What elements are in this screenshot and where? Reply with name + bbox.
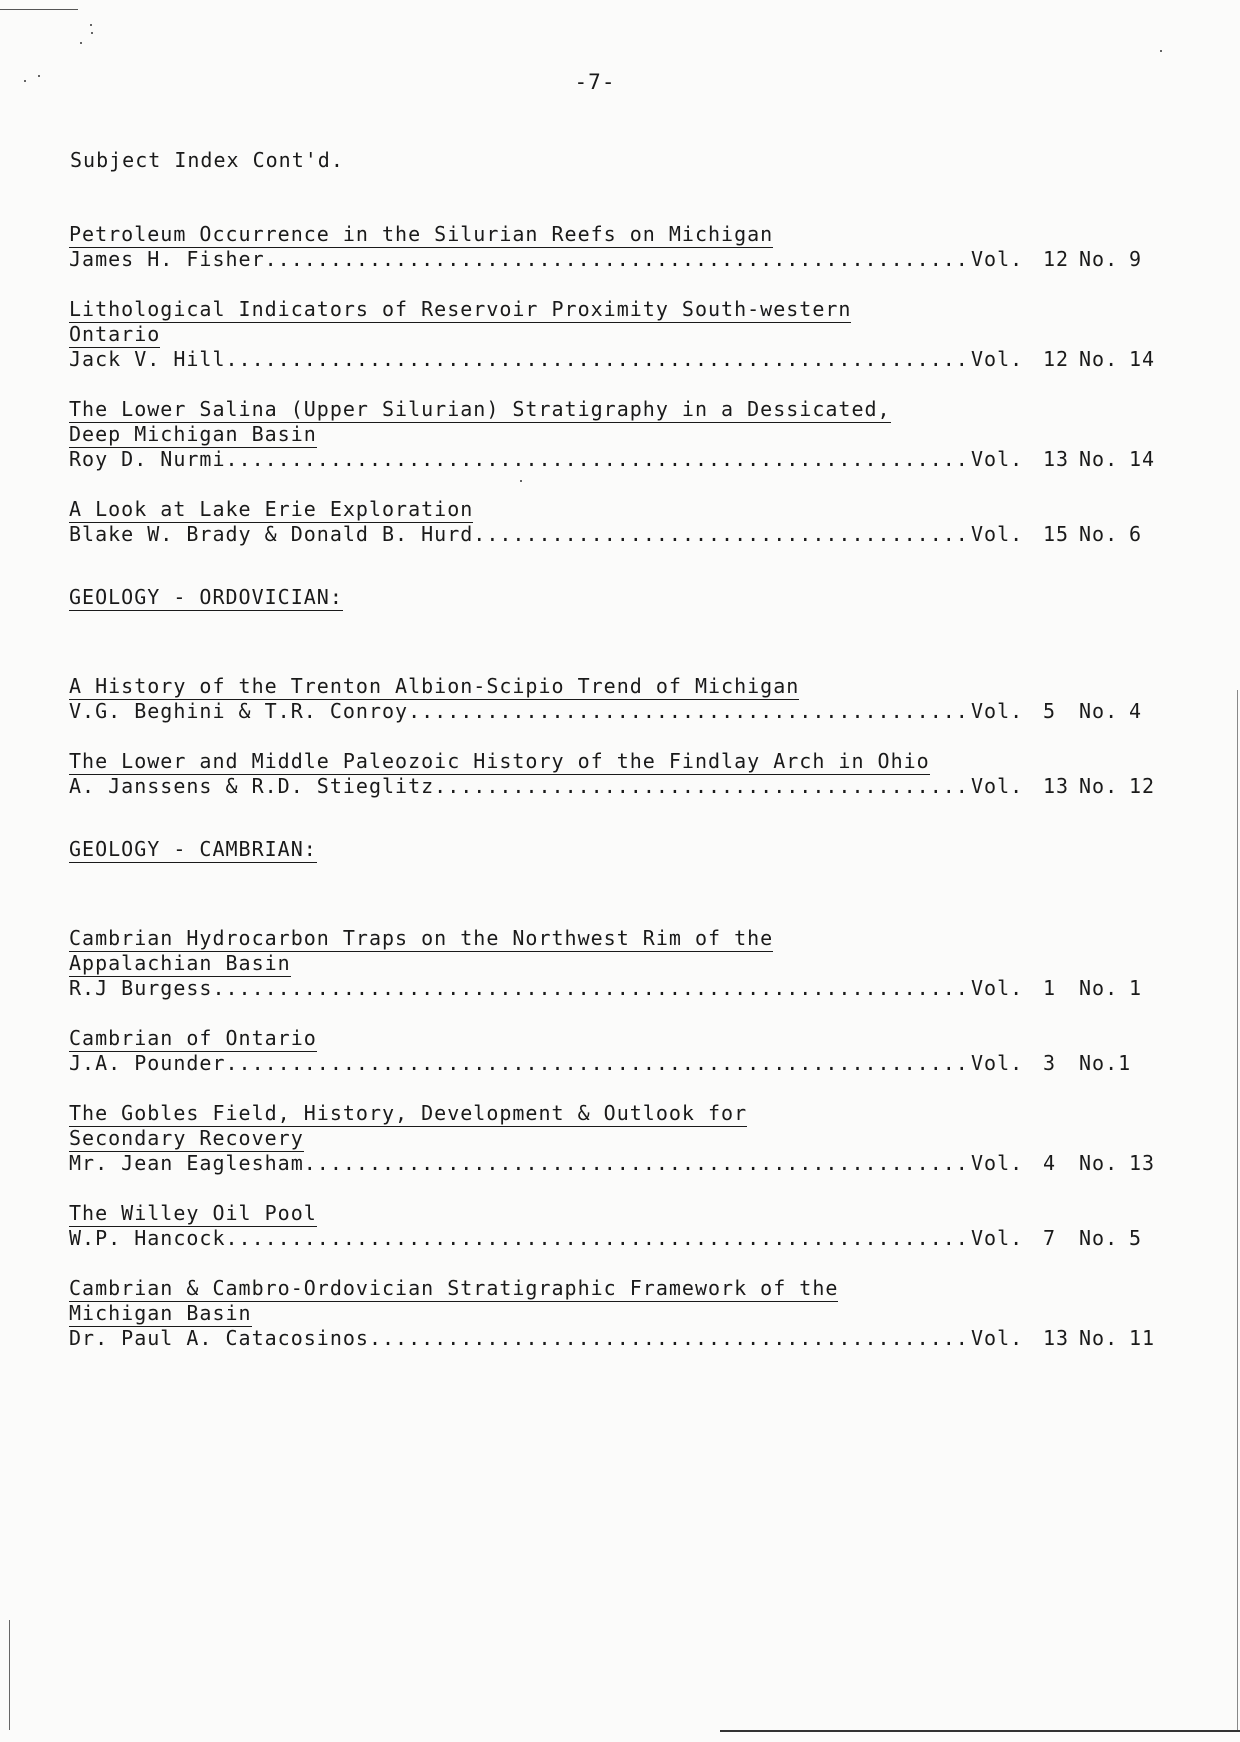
index-entry [69,926,1169,1001]
issue-number: 6 [1129,522,1143,546]
volume-number: 5 [1043,699,1057,723]
entry-title: A History of the Trenton Albion-Scipio Trend of Michigan [69,674,800,698]
dot-leader [212,976,971,1001]
entry-title: Lithological Indicators of Reservoir Proximity South-western [69,297,852,321]
issue-label: No. [1079,1226,1119,1250]
volume-label: Vol. [971,1051,1024,1075]
section-heading-cambrian: GEOLOGY - CAMBRIAN: [69,837,317,861]
volume-number: 4 [1043,1151,1057,1175]
entry-reference [69,522,1169,547]
volume-number: 12 [1043,347,1070,371]
volume-label: Vol. [971,1226,1024,1250]
section-heading-ordovician: GEOLOGY - ORDOVICIAN: [69,585,343,609]
index-entry [69,297,1169,372]
issue-label: No. [1079,1151,1119,1175]
issue-label: No. [1079,699,1119,723]
scan-speck [1160,50,1162,52]
dot-leader [265,247,971,272]
dot-leader [226,347,972,372]
issue-label: No. [1079,247,1119,271]
entry-reference [69,1226,1169,1251]
dot-leader [473,522,971,547]
issue-label: No. [1079,522,1119,546]
scan-edge-line [9,1620,10,1730]
issue-number: 4 [1129,699,1143,723]
entry-title: Cambrian of Ontario [69,1026,317,1050]
entry-author: V.G. Beghini & T.R. Conroy [69,699,409,723]
page-heading: Subject Index Cont'd. [70,148,344,172]
issue-label: No. [1079,347,1119,371]
entry-title: Cambrian & Cambro-Ordovician Stratigraphic Framework of the [69,1276,839,1300]
entry-reference [69,447,1169,472]
entry-author: Mr. Jean Eaglesham [69,1151,304,1175]
issue-number: 9 [1129,247,1143,271]
scan-speck [90,24,92,26]
entry-reference [69,976,1169,1001]
entry-title: Deep Michigan Basin [69,422,317,446]
volume-label: Vol. [971,522,1024,546]
issue-number: 1 [1129,976,1143,1000]
entry-reference [69,1326,1169,1351]
issue-label: No. [1079,976,1119,1000]
entry-author: A. Janssens & R.D. Stieglitz [69,774,435,798]
dot-leader [369,1326,971,1351]
entry-reference [69,247,1169,272]
issue-label: No.1 [1079,1051,1132,1075]
entry-title: The Lower and Middle Paleozoic History of the Findlay Arch in Ohio [69,749,930,773]
dot-leader [226,447,972,472]
issue-label: No. [1079,1326,1119,1350]
index-entry [69,397,1169,472]
entry-title: The Willey Oil Pool [69,1201,317,1225]
entry-author: Blake W. Brady & Donald B. Hurd [69,522,474,546]
issue-number: 14 [1129,347,1156,371]
issue-number: 13 [1129,1151,1156,1175]
volume-label: Vol. [971,699,1024,723]
issue-number: 11 [1129,1326,1156,1350]
issue-number: 14 [1129,447,1156,471]
volume-label: Vol. [971,447,1024,471]
index-entry [69,1101,1169,1176]
entry-title: Secondary Recovery [69,1126,304,1150]
volume-label: Vol. [971,976,1024,1000]
entry-reference [69,347,1169,372]
scan-edge-line [0,9,78,10]
volume-number: 15 [1043,522,1070,546]
volume-label: Vol. [971,347,1024,371]
entry-title: Michigan Basin [69,1301,252,1325]
entry-author: R.J Burgess [69,976,213,1000]
volume-number: 12 [1043,247,1070,271]
entry-author: Jack V. Hill [69,347,226,371]
scan-speck [91,32,93,34]
issue-label: No. [1079,774,1119,798]
scan-edge-line [720,1730,1240,1732]
index-entry [69,1276,1169,1351]
entry-group-silurian [69,222,1169,547]
index-entry [69,674,1169,724]
index-entry [69,497,1169,547]
entry-reference [69,1051,1169,1076]
entry-group-ordovician [69,674,1169,799]
entry-title: A Look at Lake Erie Exploration [69,497,474,521]
scan-edge-line [1237,690,1238,1730]
entry-reference [69,699,1169,724]
volume-number: 3 [1043,1051,1057,1075]
dot-leader [304,1151,971,1176]
issue-label: No. [1079,447,1119,471]
entry-title: Petroleum Occurrence in the Silurian Reefs on Michigan [69,222,774,246]
volume-number: 13 [1043,447,1070,471]
entry-title: Appalachian Basin [69,951,291,975]
index-entry [69,1201,1169,1251]
page-number: -7- [574,70,616,94]
volume-label: Vol. [971,774,1024,798]
issue-number: 12 [1129,774,1156,798]
volume-number: 13 [1043,774,1070,798]
scan-speck [80,42,82,44]
entry-author: W.P. Hancock [69,1226,226,1250]
dot-leader [434,774,971,799]
entry-group-cambrian [69,926,1169,1351]
volume-number: 7 [1043,1226,1057,1250]
index-entry [69,749,1169,799]
entry-title: The Gobles Field, History, Development & Outlook for [69,1101,748,1125]
dot-leader [226,1051,972,1076]
entry-title: The Lower Salina (Upper Silurian) Stratigraphy in a Dessicated, [69,397,891,421]
volume-number: 1 [1043,976,1057,1000]
volume-number: 13 [1043,1326,1070,1350]
volume-label: Vol. [971,247,1024,271]
entry-author: James H. Fisher [69,247,265,271]
entry-author: Roy D. Nurmi [69,447,226,471]
index-entry [69,222,1169,272]
entry-title: Ontario [69,322,161,346]
entry-author: J.A. Pounder [69,1051,226,1075]
entry-reference [69,774,1169,799]
volume-label: Vol. [971,1326,1024,1350]
issue-number: 5 [1129,1226,1143,1250]
entry-title: Cambrian Hydrocarbon Traps on the Northwest Rim of the [69,926,774,950]
dot-leader [226,1226,972,1251]
dot-leader [408,699,971,724]
entry-reference [69,1151,1169,1176]
subject-index [69,222,1169,1376]
volume-label: Vol. [971,1151,1024,1175]
entry-author: Dr. Paul A. Catacosinos [69,1326,369,1350]
index-entry [69,1026,1169,1076]
